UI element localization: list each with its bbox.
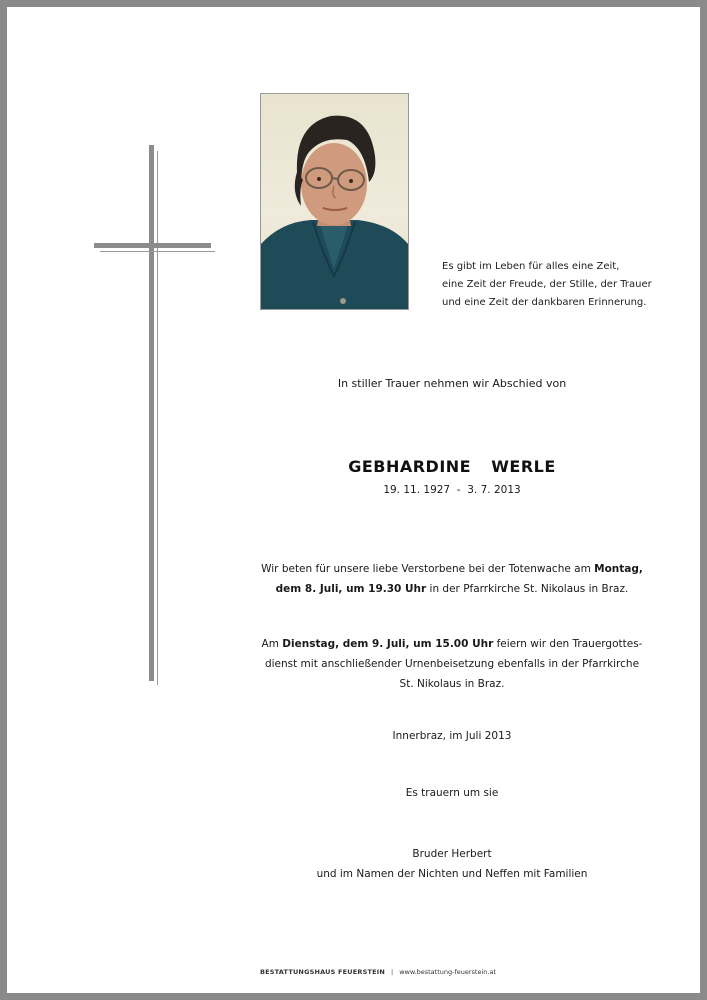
vigil-announcement <box>207 559 697 599</box>
cross-vertical-beam <box>149 145 154 681</box>
service-text: feiern wir den Trauergottes- <box>493 638 643 650</box>
vigil-text: Wir beten für unsere liebe Verstorbene bei der Totenwache am <box>261 563 595 575</box>
place-date: Innerbraz, im Juli 2013 <box>392 730 512 742</box>
mourners-intro: Es trauern um sie <box>405 787 499 799</box>
funeral-home-url[interactable]: www.bestattung-feuerstein.at <box>399 968 497 976</box>
cross-horizontal-beam <box>94 243 211 248</box>
service-text: Am <box>261 638 283 650</box>
funeral-service-announcement <box>207 634 697 694</box>
farewell-intro: In stiller Trauer nehmen wir Abschied von <box>337 377 567 390</box>
deceased-name: GEBHARDINE WERLE <box>348 457 556 476</box>
quote-line: eine Zeit der Freude, der Stille, der Trauer <box>442 279 652 290</box>
funeral-home-name: BESTATTUNGSHAUS FEUERSTEIN <box>260 968 385 976</box>
portrait-photo <box>260 93 409 310</box>
vigil-location: in der Pfarrkirche St. Nikolaus in Braz. <box>426 583 629 595</box>
cross-horizontal-shadow <box>100 251 215 252</box>
life-dates: 19. 11. 1927 - 3. 7. 2013 <box>383 484 521 496</box>
vigil-day: Montag, <box>594 563 643 575</box>
vigil-date-time: dem 8. Juli, um 19.30 Uhr <box>275 583 427 595</box>
mourners-signature <box>207 844 697 884</box>
footer-separator: | <box>391 968 394 976</box>
service-line: St. Nikolaus in Braz. <box>399 678 505 690</box>
cross-vertical-shadow <box>157 151 158 685</box>
footer <box>260 968 496 976</box>
mourner-line: und im Namen der Nichten und Neffen mit Familien <box>316 868 588 880</box>
service-line: dienst mit anschließender Urnenbeisetzung ebenfalls in der Pfarrkirche <box>264 658 640 670</box>
service-date-time: Dienstag, dem 9. Juli, um 15.00 Uhr <box>282 638 494 650</box>
memorial-quote <box>442 258 672 312</box>
mourner-line: Bruder Herbert <box>412 848 492 860</box>
quote-line: und eine Zeit der dankbaren Erinnerung. <box>442 297 647 308</box>
quote-line: Es gibt im Leben für alles eine Zeit, <box>442 261 620 272</box>
